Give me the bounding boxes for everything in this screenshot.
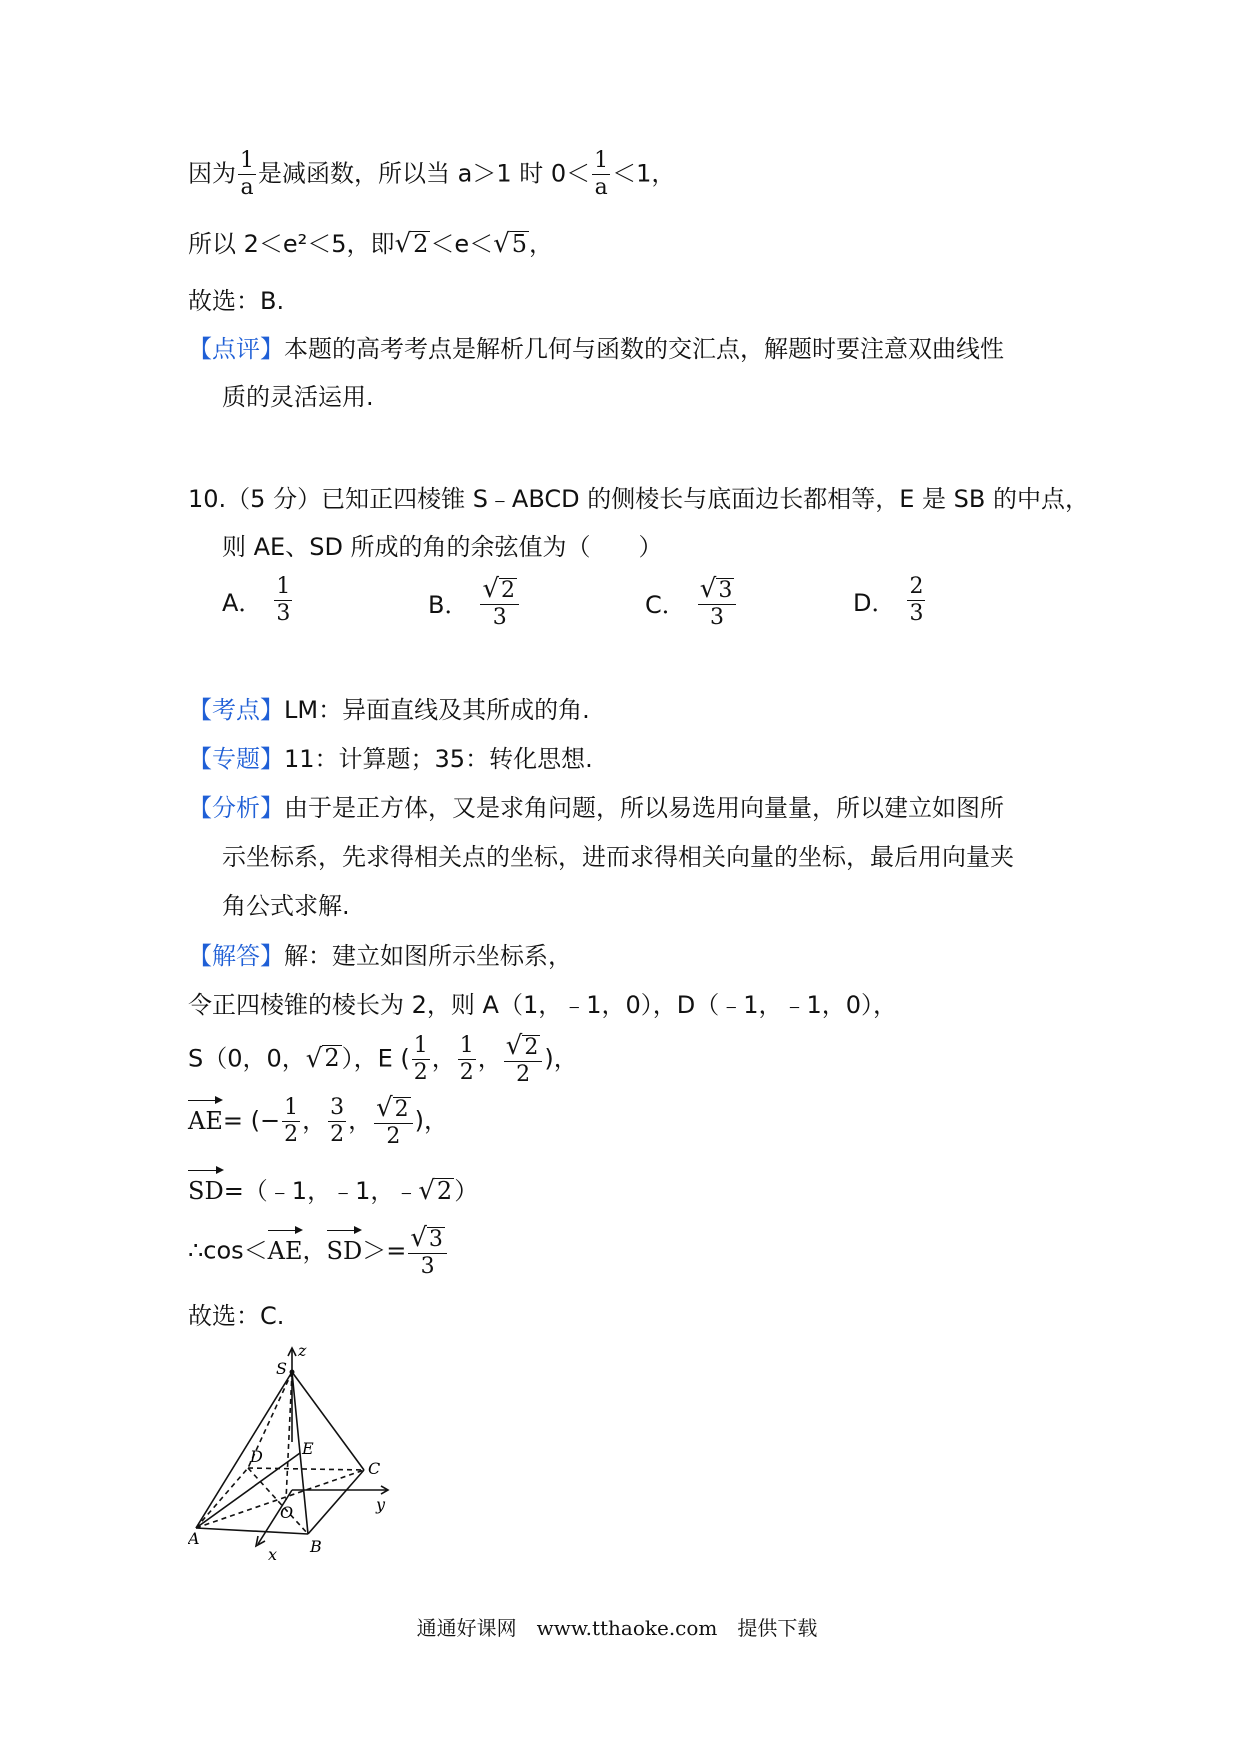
review-line-1: [188, 333, 1004, 365]
radical-sign: √: [376, 1093, 393, 1123]
denominator: 2: [386, 1124, 401, 1149]
label-a: A: [188, 1529, 200, 1548]
fenxi-line-1: [188, 792, 1004, 824]
numerator: 1: [276, 574, 291, 599]
fraction-1-2: [458, 1035, 476, 1084]
radical-sign: √: [699, 574, 717, 604]
radicand: 3: [428, 1226, 443, 1252]
label-x-axis: x: [268, 1545, 278, 1562]
denominator: 3: [710, 605, 725, 630]
radical-sign: √: [505, 1031, 523, 1061]
edge-dc: [248, 1468, 364, 1470]
denominator: 2: [516, 1062, 531, 1087]
vector-sd: SD: [327, 1227, 363, 1267]
radical-sign: √: [493, 229, 510, 259]
fenxi-tag: 【分析】: [188, 794, 284, 822]
prev-line-2: [188, 228, 553, 260]
apex-point: [290, 1370, 295, 1375]
fraction-root3-3: [408, 1225, 447, 1278]
text: ＜1，: [612, 159, 676, 188]
sqrt-2: [395, 231, 431, 257]
radicand: 2: [436, 1176, 453, 1205]
review-tag: 【点评】: [188, 335, 284, 363]
fraction-1-over-a: [592, 150, 610, 199]
kaodian-tag: 【考点】: [188, 696, 284, 724]
fraction-1-2: [282, 1097, 300, 1146]
jieda-line: [188, 940, 572, 972]
text: LM：异面直线及其所成的角.: [284, 696, 590, 724]
prev-answer: 故选：B.: [188, 287, 285, 315]
text: ）: [454, 1177, 479, 1205]
option-b[interactable]: [428, 576, 521, 629]
text: 因为: [188, 159, 236, 188]
sqrt-5: [493, 231, 529, 257]
radicand: 2: [524, 1034, 539, 1060]
radicand: 2: [324, 1044, 340, 1073]
text: )，: [544, 1044, 578, 1073]
page-footer: 通通好课网 www.tthaoke.com 提供下载: [416, 1616, 818, 1640]
text: ，: [529, 230, 554, 258]
s-e-line: [188, 1033, 578, 1086]
text: ），E (: [341, 1044, 410, 1073]
vector-ae: AE: [188, 1097, 223, 1137]
question-10-line-2: 则 AE、SD 所成的角的余弦值为（ ）: [222, 533, 663, 561]
denominator: 2: [413, 1060, 428, 1085]
edge-sa: [196, 1372, 292, 1528]
text: 解：建立如图所示坐标系，: [284, 942, 572, 970]
label-y-axis: y: [376, 1495, 386, 1514]
question-10-line-1: 10.（5 分）已知正四棱锥 S﹣ABCD 的侧棱长与底面边长都相等，E 是 SB 的中点，: [188, 485, 1090, 513]
radical-sign: √: [410, 1223, 427, 1253]
option-a[interactable]: [222, 576, 294, 625]
radical-sign: √: [394, 229, 412, 259]
option-label: B．: [428, 591, 469, 619]
label-d: D: [250, 1447, 263, 1466]
option-d[interactable]: [853, 576, 927, 625]
vector-ae: AE: [268, 1227, 303, 1267]
text: ，: [477, 1044, 502, 1073]
text: ，: [302, 1106, 327, 1135]
option-fraction: [907, 576, 925, 625]
label-o: O: [280, 1503, 294, 1522]
option-fraction: [274, 576, 292, 625]
denominator: 3: [420, 1254, 435, 1279]
fraction-root2-2: [504, 1033, 543, 1086]
denominator: 3: [492, 605, 507, 630]
denominator: 3: [276, 601, 291, 626]
label-c: C: [368, 1459, 381, 1478]
prev-line-1: [188, 150, 675, 199]
numerator: 1: [594, 148, 609, 173]
radicand: 2: [501, 577, 516, 603]
vector-sd: SD: [188, 1167, 224, 1207]
option-label: A．: [222, 589, 263, 617]
radicand: 3: [718, 577, 733, 603]
numerator: 1: [240, 148, 254, 173]
text: ＞=: [362, 1236, 407, 1265]
option-label: C．: [645, 591, 686, 619]
jieda-tag: 【解答】: [188, 942, 284, 970]
text: 所以 2＜e²＜5，即: [188, 230, 395, 258]
text: 本题的高考考点是解析几何与函数的交汇点，解题时要注意双曲线性: [284, 335, 1004, 363]
numerator: 1: [284, 1095, 299, 1120]
edge-ab: [196, 1528, 308, 1534]
denominator: 2: [459, 1060, 474, 1085]
numerator: 1: [413, 1033, 428, 1058]
text: ，: [348, 1106, 373, 1135]
sqrt-2: [418, 1178, 454, 1204]
text: = (−: [222, 1106, 281, 1135]
text: ，: [302, 1236, 327, 1265]
fenxi-line-2: 示坐标系，先求得相关点的坐标，进而求得相关向量的坐标，最后用向量夹: [222, 843, 1014, 871]
solution-answer: 故选：C.: [188, 1302, 285, 1330]
text: S（0，0，: [188, 1044, 306, 1073]
denominator: 2: [284, 1122, 299, 1147]
pyramid-diagram: [188, 1342, 398, 1562]
denominator: a: [240, 175, 254, 200]
radicand: 2: [394, 1096, 409, 1122]
radical-sign: √: [482, 574, 500, 604]
text: 11：计算题；35：转化思想.: [284, 745, 593, 773]
radicand: 2: [413, 229, 429, 258]
text: 是减函数，所以当 a＞1 时 0＜: [258, 159, 591, 188]
label-e: E: [302, 1439, 314, 1458]
zhuanti-tag: 【专题】: [188, 745, 284, 773]
fraction-3-2: [328, 1097, 346, 1146]
option-label: D．: [853, 589, 896, 617]
text: ，: [431, 1044, 456, 1073]
label-s: S: [276, 1359, 287, 1378]
radical-sign: √: [305, 1043, 323, 1074]
label-z-axis: z: [298, 1342, 307, 1360]
denominator: 2: [330, 1122, 345, 1147]
review-line-2: 质的灵活运用.: [222, 383, 374, 411]
label-b: B: [310, 1537, 322, 1556]
text: ∴cos＜: [188, 1236, 268, 1265]
zhuanti-line: [188, 743, 593, 775]
sqrt-2: [305, 1043, 342, 1074]
fraction-1-over-a: [238, 150, 256, 199]
text: =（﹣1，﹣1，﹣: [223, 1177, 419, 1205]
radicand: 5: [511, 229, 528, 258]
text: ＜e＜: [430, 230, 494, 258]
fenxi-line-3: 角公式求解.: [222, 892, 350, 920]
denominator: 3: [909, 601, 924, 626]
ae-vector-line: [188, 1095, 448, 1148]
height-so: [286, 1372, 292, 1500]
text: 由于是正方体，又是求角问题，所以易选用向量量，所以建立如图所: [284, 794, 1004, 822]
option-fraction: [480, 576, 519, 629]
option-fraction: [698, 576, 737, 629]
cos-line: [188, 1225, 449, 1278]
coordinates-line: 令正四棱锥的棱长为 2，则 A（1，﹣1，0），D（﹣1，﹣1，0），: [188, 991, 898, 1019]
radical-sign: √: [418, 1176, 435, 1206]
numerator: 1: [459, 1033, 474, 1058]
numerator: 3: [330, 1095, 345, 1120]
numerator: 2: [909, 574, 924, 599]
option-c[interactable]: [645, 576, 738, 629]
denominator: a: [594, 175, 608, 200]
diagonal-bd: [248, 1468, 308, 1534]
kaodian-line: [188, 694, 590, 726]
sd-vector-line: [188, 1167, 478, 1207]
fraction-1-2: [412, 1035, 430, 1084]
fraction-root2-2: [374, 1095, 413, 1148]
text: )，: [414, 1106, 449, 1135]
